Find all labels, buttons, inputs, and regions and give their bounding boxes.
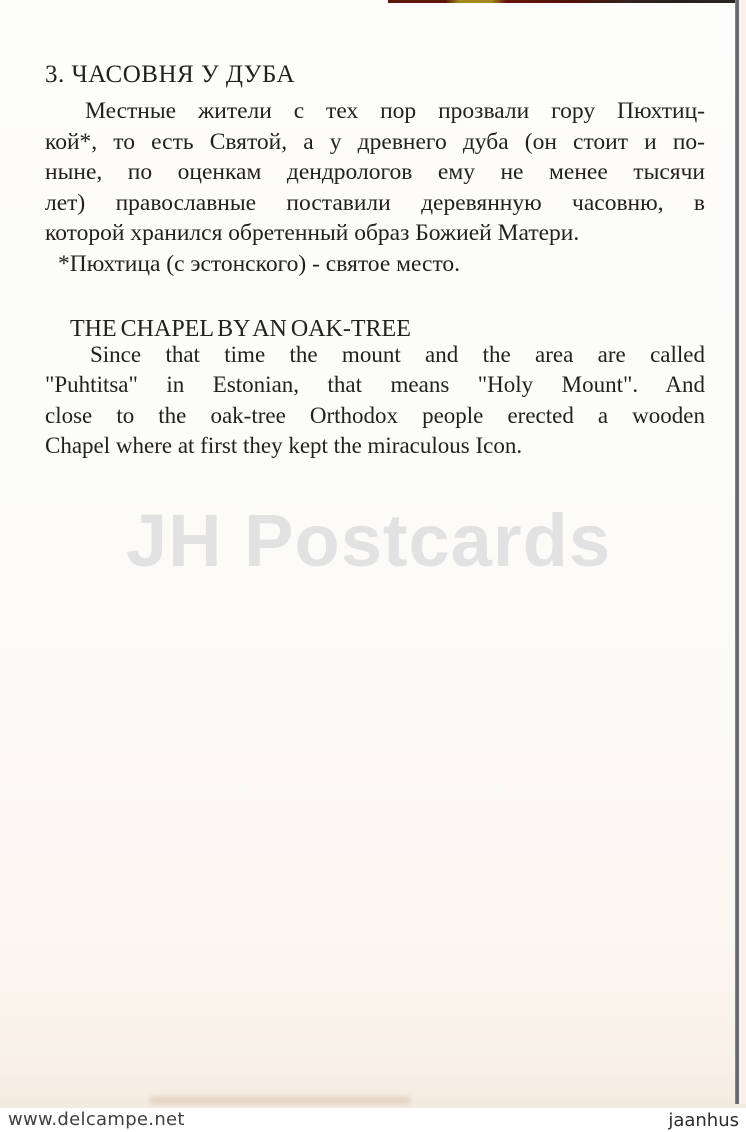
russian-paragraph-line: которой хранился обретенный образ Божией Матери. xyxy=(45,220,580,247)
scan-right-margin xyxy=(739,0,746,1104)
scan-footer-strip xyxy=(0,1108,746,1131)
russian-caption-title: 3. ЧАСОВНЯ У ДУБА xyxy=(45,61,296,88)
russian-paragraph-line: ныне, по оценкам дендрологов ему не менее тысячи xyxy=(45,159,705,186)
russian-footnote: *Пюхтица (с эстонского) - святое место. xyxy=(58,251,461,277)
shop-watermark-text: JH Postcards xyxy=(126,499,611,582)
english-paragraph-line: Since that time the mount and the area are called xyxy=(90,342,705,367)
delcampe-url-watermark: www.delcampe.net xyxy=(8,1109,185,1130)
russian-paragraph-line: лет) православные поставили деревянную часовню, в xyxy=(45,189,705,216)
seller-name-watermark: jaanhus xyxy=(668,1110,739,1131)
english-caption-paragraph xyxy=(45,340,705,462)
english-paragraph-line: close to the oak-tree Orthodox people erected a wooden xyxy=(45,402,705,428)
scan-top-edge xyxy=(388,0,746,3)
english-paragraph-line: "Puhtitsa" in Estonian, that means "Holy Mount". And xyxy=(45,372,705,398)
english-paragraph-line: Chapel where at first they kept the miraculous Icon. xyxy=(45,433,523,459)
russian-paragraph-line: Местные жители с тех пор прозвали гору Пюхтиц- xyxy=(85,98,705,124)
russian-caption-paragraph xyxy=(45,96,705,249)
russian-paragraph-line: кой*, то есть Святой, а у древнего дуба (он стоит и по- xyxy=(45,128,705,155)
scan-bottom-shadow xyxy=(150,1097,410,1104)
english-caption-title: THE CHAPEL BY AN OAK-TREE xyxy=(70,316,411,342)
